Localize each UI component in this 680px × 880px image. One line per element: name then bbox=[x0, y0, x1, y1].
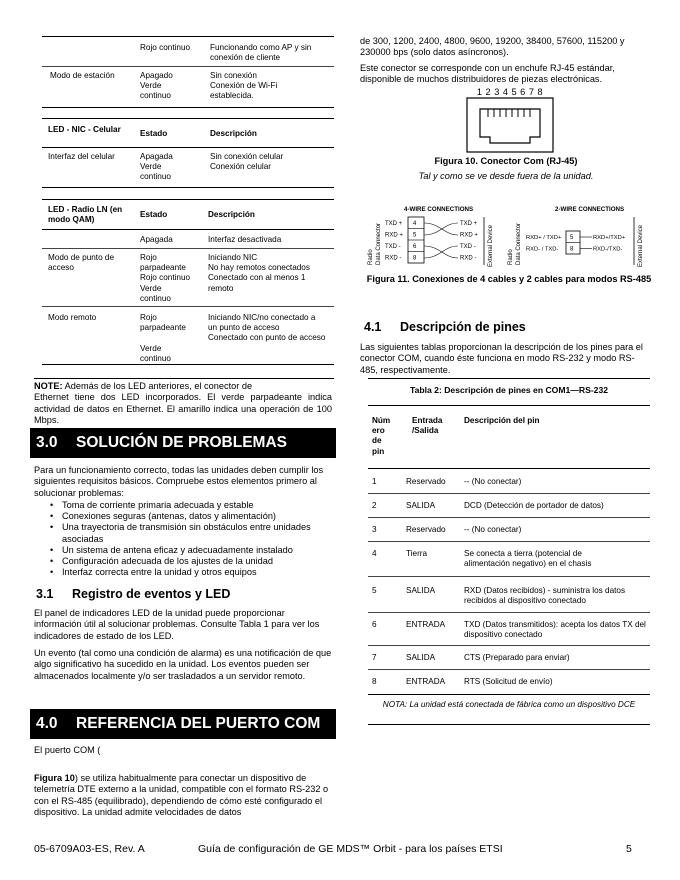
wire2-pin-number: 5 bbox=[570, 235, 574, 241]
table-rule bbox=[42, 36, 334, 37]
pin-cell: 2 bbox=[372, 501, 377, 510]
table-2-note: NOTA: La unidad está conectada de fábrica como un dispositivo DCE bbox=[382, 700, 636, 709]
section-title: Registro de eventos y LED bbox=[72, 587, 231, 601]
pin-description-header: Descripción del pin bbox=[464, 416, 540, 425]
list-item: • Un sistema de antena eficaz y adecuadamente instalado bbox=[34, 545, 334, 556]
section-4-heading bbox=[30, 709, 336, 739]
pin-number-header: Núm ero de pin bbox=[372, 416, 391, 456]
note-block bbox=[34, 381, 332, 427]
table-rule bbox=[42, 187, 334, 188]
descripcion-header: Descripción bbox=[210, 129, 257, 138]
table-row-rule bbox=[368, 493, 650, 494]
direction-cell: SALIDA bbox=[406, 653, 436, 662]
wire2-right-label: RXD+/TXD+ bbox=[593, 235, 626, 241]
description-cell: -- (No conectar) bbox=[464, 525, 522, 534]
wire4-left-label: TXD - bbox=[385, 244, 401, 250]
section-4-1-paragraph: Las siguientes tablas proporcionan la descripción de los pines para el conector COM, cuando éste funciona en modo RS-232 y modo RS-485, respectivamente. bbox=[360, 342, 643, 375]
direction-cell: Reservado bbox=[406, 477, 446, 486]
direction-cell: SALIDA bbox=[406, 586, 436, 595]
table2-rule bbox=[368, 378, 650, 379]
rs485-wiring-diagram bbox=[360, 203, 660, 271]
led-radio-header: LED - Radio LN (en modo QAM) bbox=[48, 205, 123, 225]
footer-doc-id: 05-6709A03-ES, Rev. A bbox=[34, 843, 145, 855]
section-4-1-heading bbox=[364, 320, 526, 334]
note-text: Ethernet tiene dos LED incorporados. El verde parpadeante indica actividad de datos en Ethernet. El amarillo indica una operación de 100 Mbps. bbox=[34, 392, 332, 426]
direction-cell: SALIDA bbox=[406, 501, 436, 510]
table-rule bbox=[42, 306, 334, 307]
data-connector-label: Data Connector bbox=[516, 222, 522, 265]
table2-rule bbox=[368, 694, 650, 695]
led-desc-cell: Iniciando NIC No hay remotos conectados Conectado con al menos 1 remoto bbox=[208, 253, 310, 293]
description-cell: RTS (Solicitud de envío) bbox=[464, 677, 553, 686]
description-cell: CTS (Preparado para enviar) bbox=[464, 653, 570, 662]
pin-cell: 3 bbox=[372, 525, 377, 534]
table-rule bbox=[42, 66, 334, 67]
table-rule bbox=[42, 199, 334, 200]
direction-cell: ENTRADA bbox=[406, 677, 446, 686]
wire4-pin-number: 4 bbox=[413, 221, 417, 227]
figure-10-subcaption: Tal y como se ve desde fuera de la unidad. bbox=[418, 171, 594, 181]
direction-cell: ENTRADA bbox=[406, 620, 446, 629]
note-rule bbox=[34, 378, 334, 379]
table-rule bbox=[42, 147, 334, 148]
table-row-rule bbox=[368, 517, 650, 518]
wire4-left-label: RXD + bbox=[385, 232, 403, 239]
wire2-right-label: RXD-/TXD- bbox=[593, 246, 623, 253]
radio-label: Radio bbox=[368, 249, 374, 265]
table-rule bbox=[42, 118, 334, 119]
led-label-cell: Modo de estación bbox=[50, 71, 115, 80]
table-row-rule bbox=[368, 645, 650, 646]
baud-rates-paragraph: de 300, 1200, 2400, 4800, 9600, 19200, 38400, 57600, 115200 y 230000 bps (solo datos asíncronos). bbox=[360, 36, 625, 58]
description-cell: Se conecta a tierra (potencial de alimentación negativo) en el chasis bbox=[464, 549, 592, 569]
rj45-connector-icon bbox=[466, 97, 554, 153]
table-2-title: Tabla 2: Descripción de pines en COM1—RS-232 bbox=[409, 385, 609, 395]
footer-title: Guía de configuración de GE MDS™ Orbit - para los países ETSI bbox=[198, 843, 503, 855]
pin-cell: 1 bbox=[372, 477, 377, 486]
wire4-right-label: RXD + bbox=[460, 232, 478, 239]
wire2-pin-number: 8 bbox=[570, 246, 574, 253]
description-cell: TXD (Datos transmitidos): acepta los datos TX del dispositivo conectado bbox=[464, 620, 646, 640]
section-3-intro: Para un funcionamiento correcto, todas las unidades deben cumplir los siguientes requisitos básicos. Compruebe estos elementos primero al solucionar problemas: bbox=[34, 465, 324, 498]
pin-cell: 8 bbox=[372, 677, 377, 686]
section-title: Descripción de pines bbox=[400, 320, 526, 334]
external-device-label: External Device bbox=[638, 224, 644, 267]
table-rule bbox=[42, 248, 334, 249]
pin-cell: 6 bbox=[372, 620, 377, 629]
note-label: NOTE: bbox=[34, 381, 63, 391]
requirements-list bbox=[34, 500, 334, 578]
description-cell: RXD (Datos recibidos) - suministra los datos recibidos al dispositivo conectado bbox=[464, 586, 626, 606]
led-estado-cell: Apagada Verde continuo bbox=[140, 152, 173, 182]
list-item: • Configuración adecuada de los ajustes de la unidad bbox=[34, 556, 334, 567]
section-number: 3.1 bbox=[36, 587, 54, 601]
section-number: 4.0 bbox=[36, 715, 58, 732]
led-desc-cell: Funcionando como AP y sin conexión de cliente bbox=[210, 43, 312, 63]
direction-cell: Tierra bbox=[406, 549, 428, 558]
wire4-left-label: RXD - bbox=[385, 255, 402, 262]
figure-10-link[interactable]: Figura 10 bbox=[34, 773, 75, 783]
section-4-paragraph-start: El puerto COM ( bbox=[34, 745, 101, 755]
section-3-1-paragraph-2: Un evento (tal como una condición de alarma) es una notificación de que algo significativo ha sucedido en la unidad. Los eventos pueden ser almacenados localmente y/o ser trasladados a un servidor remoto. bbox=[34, 648, 332, 681]
wire4-left-label: TXD + bbox=[385, 221, 403, 227]
led-desc-cell: Sin conexión celular Conexión celular bbox=[210, 152, 284, 172]
led-estado-cell: Rojo parpadeante Rojo continuo Verde continuo bbox=[140, 253, 191, 303]
table-rule bbox=[42, 364, 334, 365]
description-cell: DCD (Detección de portador de datos) bbox=[464, 501, 604, 510]
led-estado-cell: Apagado Verde continuo bbox=[140, 71, 173, 101]
rj45-paragraph: Este conector se corresponde con un enchufe RJ-45 estándar, disponible de muchos distribuidores de piezas electrónicas. bbox=[360, 63, 615, 85]
estado-header: Estado bbox=[140, 129, 168, 138]
pin-cell: 5 bbox=[372, 586, 377, 595]
table2-rule bbox=[368, 405, 650, 406]
table-row-rule bbox=[368, 669, 650, 670]
section-title: SOLUCIÓN DE PROBLEMAS bbox=[76, 434, 287, 451]
table2-rule bbox=[368, 724, 650, 725]
led-label-cell: Modo de punto de acceso bbox=[48, 253, 115, 273]
wire2-title: 2-WIRE CONNECTIONS bbox=[555, 206, 625, 213]
pin-cell: 7 bbox=[372, 653, 377, 662]
note-line1: Además de los LED anteriores, el conector de bbox=[62, 381, 253, 391]
wire4-title: 4-WIRE CONNECTIONS bbox=[404, 206, 474, 213]
section-number: 4.1 bbox=[364, 320, 382, 334]
wire4-pin-number: 8 bbox=[413, 255, 417, 262]
descripcion-header: Descripción bbox=[208, 210, 255, 219]
table-rule bbox=[42, 229, 334, 230]
wire2-left-label: RXD- / TXD- bbox=[526, 246, 559, 253]
wire4-pin-number: 6 bbox=[413, 244, 417, 250]
section-4-paragraph-text: ) se utiliza habitualmente para conectar un dispositivo de telemetría DTE externo a la unidad, compatible con el formato RS-232 o con el RS-485 (equilibrado), dependiendo de cómo esté configurado el dispositivo. La unidad admite velocidades de datos bbox=[34, 773, 329, 818]
table-row-rule bbox=[368, 541, 650, 542]
led-desc-cell: Interfaz desactivada bbox=[208, 235, 282, 244]
wire2-left-label: RXD+ / TXD+ bbox=[526, 235, 562, 241]
list-item: • Interfaz correcta entre la unidad y otros equipos bbox=[34, 567, 334, 578]
wire4-pin-number: 5 bbox=[413, 232, 417, 239]
table-row-rule bbox=[368, 576, 650, 577]
list-item: • Una trayectoria de transmisión sin obstáculos entre unidades asociadas bbox=[34, 522, 334, 544]
figure-10-caption: Figura 10. Conector Com (RJ-45) bbox=[434, 156, 578, 166]
table-row-rule bbox=[368, 612, 650, 613]
data-connector-label: Data Connector bbox=[376, 222, 382, 265]
section-3-1-paragraph-1: El panel de indicadores LED de la unidad puede proporcionar información útil al solucionar problemas. Consulte Tabla 1 para ver los indicadores de estado de los LED. bbox=[34, 608, 320, 641]
description-cell: -- (No conectar) bbox=[464, 477, 522, 486]
table2-rule bbox=[368, 468, 650, 469]
pin-numbers-label: 1 2 3 4 5 6 7 8 bbox=[476, 87, 544, 97]
wire4-right-label: RXD - bbox=[460, 255, 477, 262]
led-label-cell: Modo remoto bbox=[48, 313, 97, 322]
led-nic-header: LED - NIC - Celular bbox=[48, 125, 121, 134]
pin-cell: 4 bbox=[372, 549, 377, 558]
section-4-paragraph bbox=[34, 773, 334, 819]
wire4-right-label: TXD - bbox=[460, 244, 476, 250]
estado-header: Estado bbox=[140, 210, 168, 219]
list-item: • Conexiones seguras (antenas, datos y alimentación) bbox=[34, 511, 334, 522]
section-number: 3.0 bbox=[36, 434, 58, 451]
led-label-cell: Interfaz del celular bbox=[48, 152, 115, 161]
section-title: REFERENCIA DEL PUERTO COM bbox=[76, 715, 321, 732]
led-estado-cell: Rojo continuo bbox=[140, 43, 191, 52]
section-3-heading bbox=[30, 428, 336, 458]
led-desc-cell: Iniciando NIC/no conectado a un punto de acceso Conectado con punto de acceso bbox=[208, 313, 326, 343]
page-number: 5 bbox=[626, 843, 632, 855]
direction-header: Entrada /Salida bbox=[412, 416, 443, 436]
led-desc-cell: Sin conexión Conexión de Wi-Fi establecida. bbox=[210, 71, 278, 101]
radio-label: Radio bbox=[508, 249, 514, 265]
direction-cell: Reservado bbox=[406, 525, 446, 534]
led-estado-cell: Apagada bbox=[140, 235, 173, 244]
section-3-1-heading bbox=[36, 587, 230, 601]
led-estado-cell: Rojo parpadeante Verde continuo bbox=[140, 313, 186, 363]
wire4-right-label: TXD + bbox=[460, 221, 478, 227]
external-device-label: External Device bbox=[488, 224, 494, 267]
figure-11-caption: Figura 11. Conexiones de 4 cables y 2 cables para modos RS-485 bbox=[366, 274, 652, 284]
list-item: • Toma de corriente primaria adecuada y estable bbox=[34, 500, 334, 511]
table-rule bbox=[42, 107, 334, 108]
